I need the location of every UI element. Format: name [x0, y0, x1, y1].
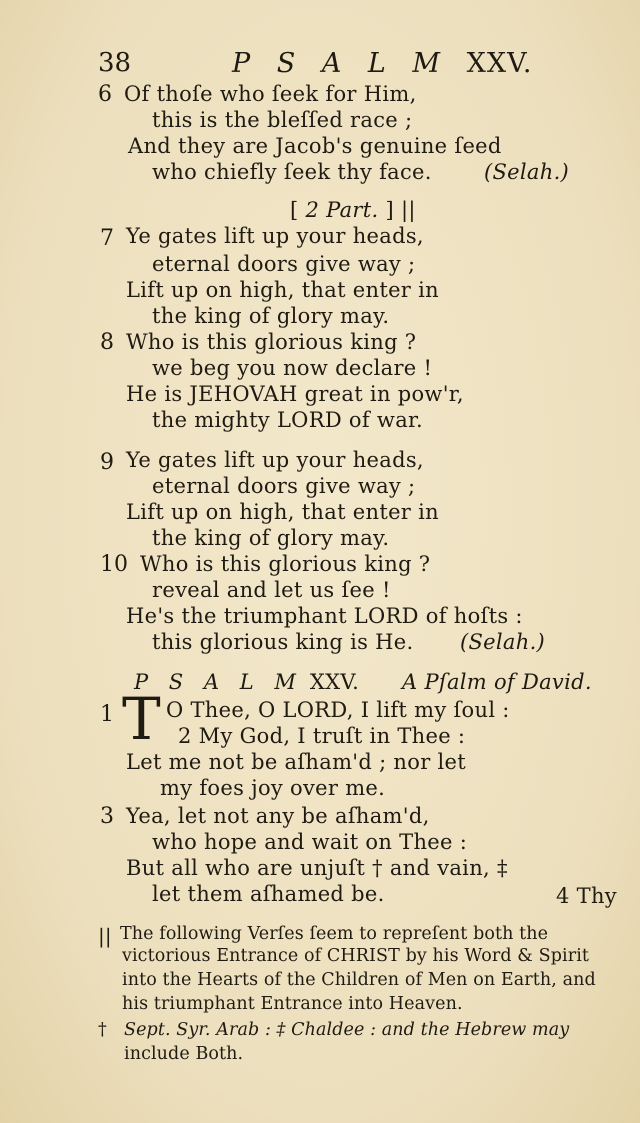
psalm-heading-numeral: XXV. [309, 670, 360, 694]
verse-line: But all who are unjuſt † and vain, ‡ [126, 856, 508, 880]
verse-line: the mighty LORD of war. [152, 408, 424, 432]
verse-number: 3 [100, 804, 114, 829]
selah-mark: (Selah.) [460, 630, 546, 654]
verse-line: let them aſhamed be. [152, 882, 385, 906]
verse-line: Who is this glorious king ? [126, 330, 417, 354]
verse-line: O Thee, O LORD, I lift my ſoul : [166, 698, 510, 722]
verse-line: Who is this glorious king ? [140, 552, 431, 576]
running-title-numeral: XXV. [466, 48, 533, 79]
verse-number: 7 [100, 226, 114, 251]
footnote-line: include Both. [124, 1044, 244, 1064]
verse-line: the king of glory may. [152, 526, 390, 550]
verse-line: Yea, let not any be aſham'd, [126, 804, 430, 828]
verse-line: eternal doors give way ; [152, 474, 416, 498]
verse-line: reveal and let us ſee ! [152, 578, 391, 602]
psalm-heading [134, 670, 359, 694]
footnote-line: The following Verſes ſeem to repreſent both the [120, 924, 549, 944]
verse-line: Of thoſe who ſeek for Him, [124, 82, 417, 106]
footnote-line: victorious Entrance of CHRIST by his Word & Spirit [122, 946, 590, 966]
verse-line: He is JEHOVAH great in pow'r, [126, 382, 464, 406]
verse-line: we beg you now declare ! [152, 356, 433, 380]
psalm-heading-title: P S A L M [134, 670, 303, 694]
verse-number: 8 [100, 330, 114, 355]
verse-line: Lift up on high, that enter in [126, 278, 439, 302]
verse-line: who chiefly ſeek thy face. [152, 160, 432, 184]
part-heading [290, 198, 416, 222]
verse-line: He's the triumphant LORD of hoſts : [126, 604, 523, 628]
footnote-line: into the Hearts of the Children of Men on Earth, and [122, 970, 596, 990]
verse-line: Ye gates lift up your heads, [126, 224, 424, 248]
verse-line: Ye gates lift up your heads, [126, 448, 424, 472]
running-title-text: P S A L M [232, 48, 450, 79]
footnote-mark: † [98, 1020, 107, 1040]
part-footnote-mark: || [400, 198, 416, 222]
catchword: 4 Thy [556, 884, 617, 908]
selah-mark: (Selah.) [484, 160, 570, 184]
verse-line: 2 My God, I truſt in Thee : [178, 724, 466, 748]
verse-number: 1 [100, 702, 114, 727]
verse-line: eternal doors give way ; [152, 252, 416, 276]
verse-line: this glorious king is He. [152, 630, 414, 654]
footnote-mark: || [98, 924, 112, 948]
verse-line: And they are Jacob's genuine ſeed [128, 134, 502, 158]
part-label: 2 Part. [305, 198, 379, 222]
verse-line: who hope and wait on Thee : [152, 830, 468, 854]
footnote-line: his triumphant Entrance into Heaven. [122, 994, 463, 1014]
part-close: ] [385, 198, 394, 222]
part-open: [ [290, 198, 299, 222]
verse-number: 9 [100, 450, 114, 475]
drop-capital: T [122, 685, 161, 753]
verse-number: 6 [98, 82, 112, 107]
footnote-line: Sept. Syr. Arab : ‡ Chaldee : and the Hebrew may [124, 1020, 570, 1040]
running-header [98, 48, 538, 82]
verse-line: Let me not be aſham'd ; nor let [126, 750, 466, 774]
psalm-subtitle: A Pſalm of David. [402, 670, 592, 694]
verse-line: the king of glory may. [152, 304, 390, 328]
verse-line: my foes joy over me. [160, 776, 386, 800]
running-title [232, 48, 532, 79]
verse-line: Lift up on high, that enter in [126, 500, 439, 524]
page-number: 38 [98, 48, 132, 78]
verse-line: this is the bleſſed race ; [152, 108, 413, 132]
verse-number: 10 [100, 552, 128, 577]
